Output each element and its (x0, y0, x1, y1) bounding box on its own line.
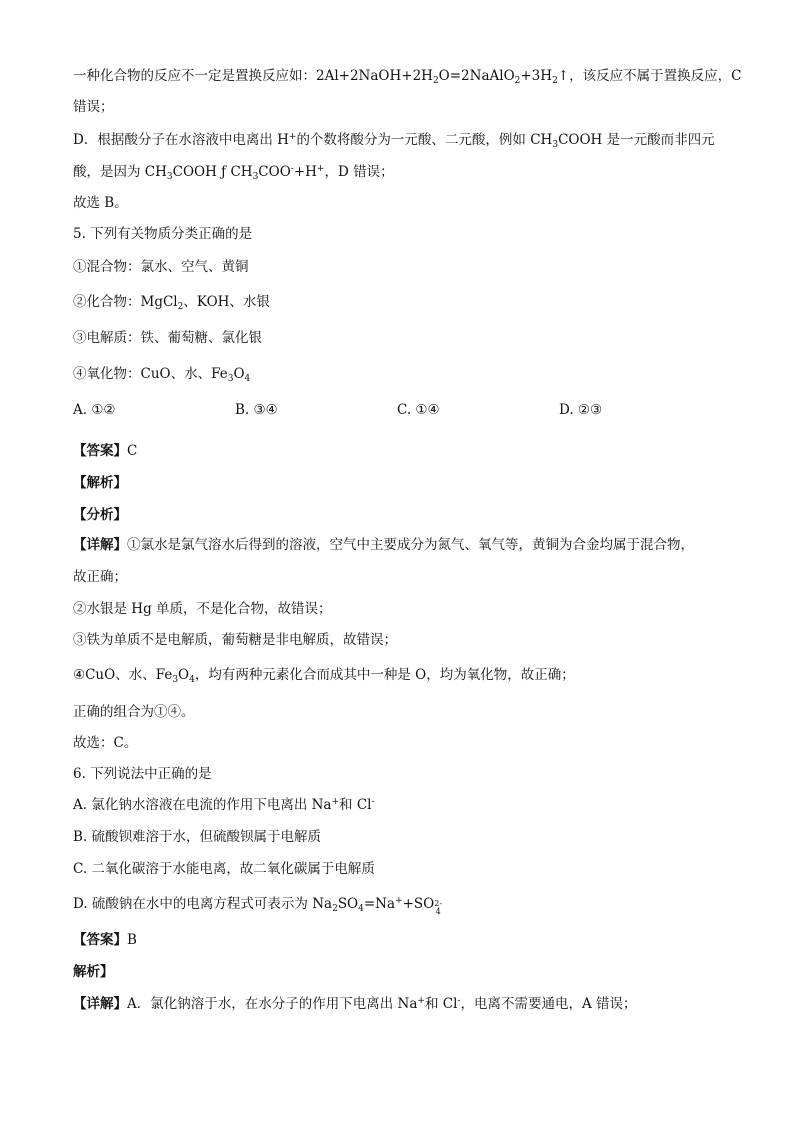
text-line: 酸，是因为 $CH_3COOH$ ƒ $CH_3COO^-+H^+$，D 错误； (73, 164, 394, 182)
q6-analysis-heading: 解析】 (73, 964, 114, 980)
text-line: ②水银是 Hg 单质，不是化合物，故错误； (73, 601, 332, 617)
question-6-stem: 6. 下列说法中正确的是 (73, 766, 212, 782)
q5-options (73, 400, 721, 420)
text-line: ③铁为单质不是电解质，葡萄糖是非电解质，故错误； (73, 632, 397, 648)
text-line: 故选：C。 (73, 735, 138, 751)
q6-detail: 【详解】A．氯化钠溶于水，在水分子的作用下电离出 Na+和 Cl-，电离不需要通电，A 错误； (73, 996, 637, 1012)
q5-detail: 【详解】①氯水是氯气溶水后得到的溶液，空气中主要成分为氮气、氧气等，黄铜为合金均属于混合物， (73, 537, 694, 553)
q5-item-3: ③电解质：铁、葡萄糖、氯化银 (73, 330, 262, 346)
ion-charge-stack: 2- 4 (434, 899, 443, 916)
q6-option-d: D. 硫酸钠在水中的电离方程式可表示为 $Na_2SO_4=Na^++SO$ 2- 4 (73, 896, 443, 916)
q6-answer: 【答案】B (73, 932, 137, 948)
q5-analysis-heading: 【解析】 (73, 475, 127, 491)
q5-item-1: ①混合物：氯水、空气、黄铜 (73, 259, 249, 275)
q5-item-2: ②化合物：MgCl$_2$、KOH、水银 (73, 294, 270, 312)
q6-option-c: C. 二氧化碳溶于水能电离，故二氧化碳属于电解质 (73, 861, 375, 877)
text-line: D．根据酸分子在水溶液中电离出 H+的个数将酸分为一元酸、二元酸，例如 $CH_3COOH$ 是一元酸而非四元 (73, 132, 715, 150)
q5-option-d: D. ②③ (559, 402, 603, 418)
q6-option-a: A. 氯化钠水溶液在电流的作用下电离出 Na+和 Cl- (73, 797, 375, 813)
text-line: 正确的组合为①④。 (73, 704, 195, 720)
q5-item-4: ④氧化物：CuO、水、$Fe_3O_4$ (73, 366, 251, 384)
q6-option-b: B. 硫酸钡难溶于水，但硫酸钡属于电解质 (73, 829, 322, 845)
q5-analysis-sub: 【分析】 (73, 507, 127, 523)
question-5-stem: 5. 下列有关物质分类正确的是 (73, 226, 253, 242)
q5-answer: 【答案】C (73, 443, 138, 459)
text-line: 一种化合物的反应不一定是置换反应如：$2Al+2NaOH+2H_2O=2NaAlO_2+3H_2↑$，该反应不属于置换反应，C (73, 68, 742, 86)
q5-option-a: A. ①② (73, 402, 116, 418)
text-line: ④CuO、水、$Fe_3O_4$，均有两种元素化合而成其中一种是 O，均为氧化物，故正确； (73, 667, 575, 685)
text-line: 故正确； (73, 569, 127, 585)
text-line: 故选 B。 (73, 195, 128, 211)
q5-option-c: C. ①④ (397, 402, 440, 418)
q5-option-b: B. ③④ (235, 402, 278, 418)
text-line: 错误； (73, 99, 114, 115)
